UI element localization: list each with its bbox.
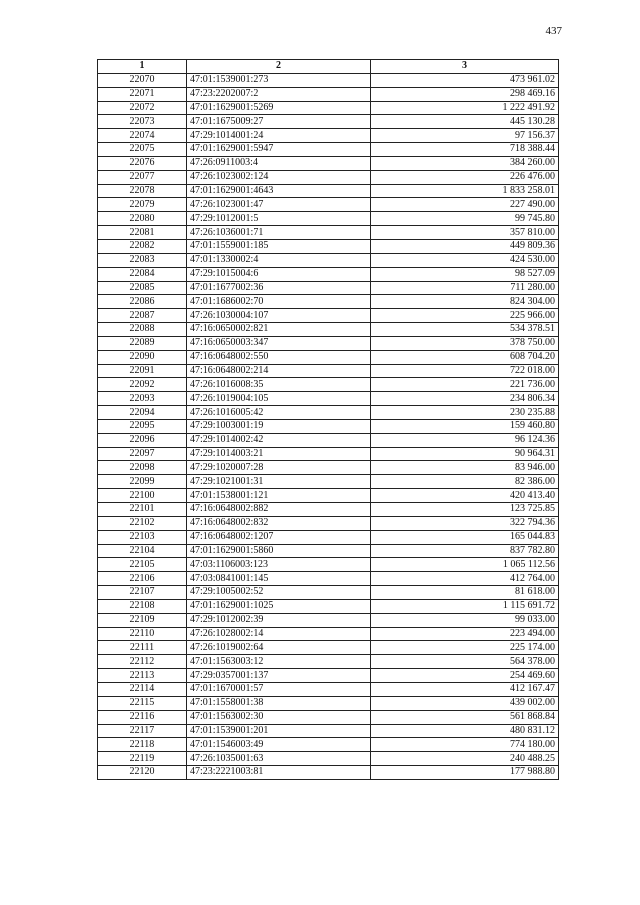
row-number-cell: 22112 bbox=[98, 655, 187, 669]
cadastral-number-cell: 47:16:0648002:1207 bbox=[187, 530, 371, 544]
table-row bbox=[98, 156, 559, 170]
table-row bbox=[98, 669, 559, 683]
value-cell: 1 065 112.56 bbox=[371, 558, 559, 572]
row-number-cell: 22098 bbox=[98, 461, 187, 475]
value-cell: 384 260.00 bbox=[371, 156, 559, 170]
cadastral-number-cell: 47:26:1019004:105 bbox=[187, 392, 371, 406]
cadastral-number-cell: 47:01:1677002:36 bbox=[187, 281, 371, 295]
table-row bbox=[98, 392, 559, 406]
table-row bbox=[98, 419, 559, 433]
table-header bbox=[98, 60, 559, 74]
value-cell: 564 378.00 bbox=[371, 655, 559, 669]
cadastral-number-cell: 47:01:1559001:185 bbox=[187, 239, 371, 253]
value-cell: 81 618.00 bbox=[371, 586, 559, 600]
table-row bbox=[98, 350, 559, 364]
cadastral-number-cell: 47:23:2221003:81 bbox=[187, 766, 371, 780]
cadastral-number-cell: 47:29:0357001:137 bbox=[187, 669, 371, 683]
cadastral-number-cell: 47:01:1629001:4643 bbox=[187, 184, 371, 198]
row-number-cell: 22119 bbox=[98, 752, 187, 766]
table-row bbox=[98, 752, 559, 766]
table-row bbox=[98, 295, 559, 309]
value-cell: 225 174.00 bbox=[371, 641, 559, 655]
cadastral-number-cell: 47:01:1563002:30 bbox=[187, 710, 371, 724]
row-number-cell: 22079 bbox=[98, 198, 187, 212]
value-cell: 837 782.80 bbox=[371, 544, 559, 558]
row-number-cell: 22081 bbox=[98, 226, 187, 240]
cadastral-number-cell: 47:29:1020007:28 bbox=[187, 461, 371, 475]
row-number-cell: 22084 bbox=[98, 267, 187, 281]
row-number-cell: 22115 bbox=[98, 696, 187, 710]
row-number-cell: 22096 bbox=[98, 433, 187, 447]
row-number-cell: 22113 bbox=[98, 669, 187, 683]
value-cell: 439 002.00 bbox=[371, 696, 559, 710]
value-cell: 412 167.47 bbox=[371, 682, 559, 696]
table-row bbox=[98, 101, 559, 115]
value-cell: 99 033.00 bbox=[371, 613, 559, 627]
value-cell: 480 831.12 bbox=[371, 724, 559, 738]
row-number-cell: 22077 bbox=[98, 170, 187, 184]
cadastral-number-cell: 47:29:1014003:21 bbox=[187, 447, 371, 461]
row-number-cell: 22092 bbox=[98, 378, 187, 392]
table-body bbox=[98, 73, 559, 779]
value-cell: 824 304.00 bbox=[371, 295, 559, 309]
value-cell: 82 386.00 bbox=[371, 475, 559, 489]
table-row bbox=[98, 378, 559, 392]
row-number-cell: 22105 bbox=[98, 558, 187, 572]
table-row bbox=[98, 267, 559, 281]
table-row bbox=[98, 516, 559, 530]
value-cell: 534 378.51 bbox=[371, 323, 559, 337]
value-cell: 445 130.28 bbox=[371, 115, 559, 129]
table-row bbox=[98, 599, 559, 613]
table-row bbox=[98, 489, 559, 503]
value-cell: 412 764.00 bbox=[371, 572, 559, 586]
row-number-cell: 22111 bbox=[98, 641, 187, 655]
table-row bbox=[98, 558, 559, 572]
value-cell: 99 745.80 bbox=[371, 212, 559, 226]
row-number-cell: 22103 bbox=[98, 530, 187, 544]
value-cell: 223 494.00 bbox=[371, 627, 559, 641]
value-cell: 718 388.44 bbox=[371, 143, 559, 157]
value-cell: 123 725.85 bbox=[371, 503, 559, 517]
cadastral-number-cell: 47:03:0841001:145 bbox=[187, 572, 371, 586]
cadastral-number-cell: 47:01:1629001:5269 bbox=[187, 101, 371, 115]
cadastral-number-cell: 47:03:1106003:123 bbox=[187, 558, 371, 572]
value-cell: 165 044.83 bbox=[371, 530, 559, 544]
cadastral-number-cell: 47:01:1629001:5860 bbox=[187, 544, 371, 558]
value-cell: 159 460.80 bbox=[371, 419, 559, 433]
table-row bbox=[98, 447, 559, 461]
table-row bbox=[98, 710, 559, 724]
page-number: 437 bbox=[545, 25, 562, 37]
row-number-cell: 22114 bbox=[98, 682, 187, 696]
row-number-cell: 22075 bbox=[98, 143, 187, 157]
cadastral-number-cell: 47:16:0648002:882 bbox=[187, 503, 371, 517]
table-row bbox=[98, 184, 559, 198]
row-number-cell: 22087 bbox=[98, 309, 187, 323]
cadastral-number-cell: 47:01:1686002:70 bbox=[187, 295, 371, 309]
cadastral-number-cell: 47:26:1019002:64 bbox=[187, 641, 371, 655]
cadastral-number-cell: 47:01:1675009:27 bbox=[187, 115, 371, 129]
row-number-cell: 22071 bbox=[98, 87, 187, 101]
value-cell: 254 469.60 bbox=[371, 669, 559, 683]
table-row bbox=[98, 530, 559, 544]
cadastral-number-cell: 47:26:0911003:4 bbox=[187, 156, 371, 170]
cadastral-number-cell: 47:01:1629001:5947 bbox=[187, 143, 371, 157]
row-number-cell: 22101 bbox=[98, 503, 187, 517]
row-number-cell: 22085 bbox=[98, 281, 187, 295]
row-number-cell: 22082 bbox=[98, 239, 187, 253]
value-cell: 722 018.00 bbox=[371, 364, 559, 378]
table-row bbox=[98, 461, 559, 475]
row-number-cell: 22070 bbox=[98, 73, 187, 87]
table-row bbox=[98, 309, 559, 323]
cadastral-number-cell: 47:26:1016008:35 bbox=[187, 378, 371, 392]
row-number-cell: 22091 bbox=[98, 364, 187, 378]
row-number-cell: 22109 bbox=[98, 613, 187, 627]
value-cell: 774 180.00 bbox=[371, 738, 559, 752]
value-cell: 96 124.36 bbox=[371, 433, 559, 447]
value-cell: 1 833 258.01 bbox=[371, 184, 559, 198]
row-number-cell: 22117 bbox=[98, 724, 187, 738]
cadastral-number-cell: 47:26:1036001:71 bbox=[187, 226, 371, 240]
table-row bbox=[98, 364, 559, 378]
row-number-cell: 22080 bbox=[98, 212, 187, 226]
cadastral-number-cell: 47:01:1563003:12 bbox=[187, 655, 371, 669]
row-number-cell: 22106 bbox=[98, 572, 187, 586]
value-cell: 177 988.80 bbox=[371, 766, 559, 780]
table-row bbox=[98, 572, 559, 586]
table-row bbox=[98, 239, 559, 253]
value-cell: 608 704.20 bbox=[371, 350, 559, 364]
table-row bbox=[98, 613, 559, 627]
cadastral-number-cell: 47:29:1012001:5 bbox=[187, 212, 371, 226]
table-row bbox=[98, 544, 559, 558]
cadastral-number-cell: 47:29:1012002:39 bbox=[187, 613, 371, 627]
table-row bbox=[98, 281, 559, 295]
value-cell: 97 156.37 bbox=[371, 129, 559, 143]
table-row bbox=[98, 586, 559, 600]
row-number-cell: 22116 bbox=[98, 710, 187, 724]
cadastral-number-cell: 47:01:1539001:273 bbox=[187, 73, 371, 87]
table-row bbox=[98, 170, 559, 184]
value-cell: 225 966.00 bbox=[371, 309, 559, 323]
row-number-cell: 22108 bbox=[98, 599, 187, 613]
value-cell: 298 469.16 bbox=[371, 87, 559, 101]
row-number-cell: 22095 bbox=[98, 419, 187, 433]
row-number-cell: 22088 bbox=[98, 323, 187, 337]
row-number-cell: 22073 bbox=[98, 115, 187, 129]
table-row bbox=[98, 433, 559, 447]
row-number-cell: 22086 bbox=[98, 295, 187, 309]
cadastral-number-cell: 47:16:0648002:550 bbox=[187, 350, 371, 364]
table-row bbox=[98, 766, 559, 780]
cadastral-number-cell: 47:29:1015004:6 bbox=[187, 267, 371, 281]
value-cell: 711 280.00 bbox=[371, 281, 559, 295]
cadastral-number-cell: 47:29:1005002:52 bbox=[187, 586, 371, 600]
table-row bbox=[98, 336, 559, 350]
value-cell: 230 235.88 bbox=[371, 406, 559, 420]
row-number-cell: 22100 bbox=[98, 489, 187, 503]
table-row bbox=[98, 129, 559, 143]
header-row bbox=[98, 60, 559, 74]
cadastral-number-cell: 47:01:1538001:121 bbox=[187, 489, 371, 503]
table-row bbox=[98, 212, 559, 226]
cadastral-number-cell: 47:29:1014002:42 bbox=[187, 433, 371, 447]
cadastral-number-cell: 47:01:1670001:57 bbox=[187, 682, 371, 696]
table-row bbox=[98, 641, 559, 655]
row-number-cell: 22076 bbox=[98, 156, 187, 170]
table-row bbox=[98, 475, 559, 489]
column-header-2: 2 bbox=[187, 60, 371, 74]
cadastral-number-cell: 47:29:1003001:19 bbox=[187, 419, 371, 433]
value-cell: 1 115 691.72 bbox=[371, 599, 559, 613]
row-number-cell: 22120 bbox=[98, 766, 187, 780]
value-cell: 98 527.09 bbox=[371, 267, 559, 281]
row-number-cell: 22093 bbox=[98, 392, 187, 406]
table-row bbox=[98, 226, 559, 240]
table-row bbox=[98, 503, 559, 517]
cadastral-number-cell: 47:26:1035001:63 bbox=[187, 752, 371, 766]
cadastral-number-cell: 47:16:0650003:347 bbox=[187, 336, 371, 350]
row-number-cell: 22102 bbox=[98, 516, 187, 530]
row-number-cell: 22097 bbox=[98, 447, 187, 461]
table-row bbox=[98, 198, 559, 212]
cadastral-number-cell: 47:16:0650002:821 bbox=[187, 323, 371, 337]
row-number-cell: 22078 bbox=[98, 184, 187, 198]
value-cell: 1 222 491.92 bbox=[371, 101, 559, 115]
value-cell: 357 810.00 bbox=[371, 226, 559, 240]
row-number-cell: 22107 bbox=[98, 586, 187, 600]
table-row bbox=[98, 724, 559, 738]
row-number-cell: 22104 bbox=[98, 544, 187, 558]
value-cell: 240 488.25 bbox=[371, 752, 559, 766]
value-cell: 378 750.00 bbox=[371, 336, 559, 350]
column-header-3: 3 bbox=[371, 60, 559, 74]
value-cell: 420 413.40 bbox=[371, 489, 559, 503]
cadastral-number-cell: 47:01:1558001:38 bbox=[187, 696, 371, 710]
column-header-1: 1 bbox=[98, 60, 187, 74]
row-number-cell: 22072 bbox=[98, 101, 187, 115]
cadastral-number-cell: 47:26:1030004:107 bbox=[187, 309, 371, 323]
cadastral-number-cell: 47:29:1021001:31 bbox=[187, 475, 371, 489]
table-row bbox=[98, 253, 559, 267]
cadastral-number-cell: 47:26:1023001:47 bbox=[187, 198, 371, 212]
table-row bbox=[98, 738, 559, 752]
cadastral-number-cell: 47:16:0648002:832 bbox=[187, 516, 371, 530]
cadastral-number-cell: 47:16:0648002:214 bbox=[187, 364, 371, 378]
table-row bbox=[98, 406, 559, 420]
value-cell: 424 530.00 bbox=[371, 253, 559, 267]
row-number-cell: 22083 bbox=[98, 253, 187, 267]
cadastral-number-cell: 47:26:1023002:124 bbox=[187, 170, 371, 184]
cadastral-number-cell: 47:01:1546003:49 bbox=[187, 738, 371, 752]
cadastral-number-cell: 47:01:1629001:1025 bbox=[187, 599, 371, 613]
table-row bbox=[98, 627, 559, 641]
value-cell: 227 490.00 bbox=[371, 198, 559, 212]
registry-table bbox=[97, 59, 559, 780]
value-cell: 322 794.36 bbox=[371, 516, 559, 530]
cadastral-number-cell: 47:29:1014001:24 bbox=[187, 129, 371, 143]
table-row bbox=[98, 143, 559, 157]
value-cell: 221 736.00 bbox=[371, 378, 559, 392]
row-number-cell: 22090 bbox=[98, 350, 187, 364]
row-number-cell: 22074 bbox=[98, 129, 187, 143]
value-cell: 226 476.00 bbox=[371, 170, 559, 184]
row-number-cell: 22118 bbox=[98, 738, 187, 752]
table-row bbox=[98, 323, 559, 337]
cadastral-number-cell: 47:01:1330002:4 bbox=[187, 253, 371, 267]
row-number-cell: 22094 bbox=[98, 406, 187, 420]
value-cell: 83 946.00 bbox=[371, 461, 559, 475]
value-cell: 234 806.34 bbox=[371, 392, 559, 406]
value-cell: 473 961.02 bbox=[371, 73, 559, 87]
cadastral-number-cell: 47:23:2202007:2 bbox=[187, 87, 371, 101]
table-row bbox=[98, 87, 559, 101]
value-cell: 449 809.36 bbox=[371, 239, 559, 253]
row-number-cell: 22099 bbox=[98, 475, 187, 489]
cadastral-number-cell: 47:26:1016005:42 bbox=[187, 406, 371, 420]
table-row bbox=[98, 73, 559, 87]
cadastral-number-cell: 47:01:1539001:201 bbox=[187, 724, 371, 738]
table-row bbox=[98, 655, 559, 669]
cadastral-number-cell: 47:26:1028002:14 bbox=[187, 627, 371, 641]
value-cell: 90 964.31 bbox=[371, 447, 559, 461]
row-number-cell: 22089 bbox=[98, 336, 187, 350]
value-cell: 561 868.84 bbox=[371, 710, 559, 724]
table-row bbox=[98, 115, 559, 129]
table-row bbox=[98, 682, 559, 696]
row-number-cell: 22110 bbox=[98, 627, 187, 641]
table-row bbox=[98, 696, 559, 710]
